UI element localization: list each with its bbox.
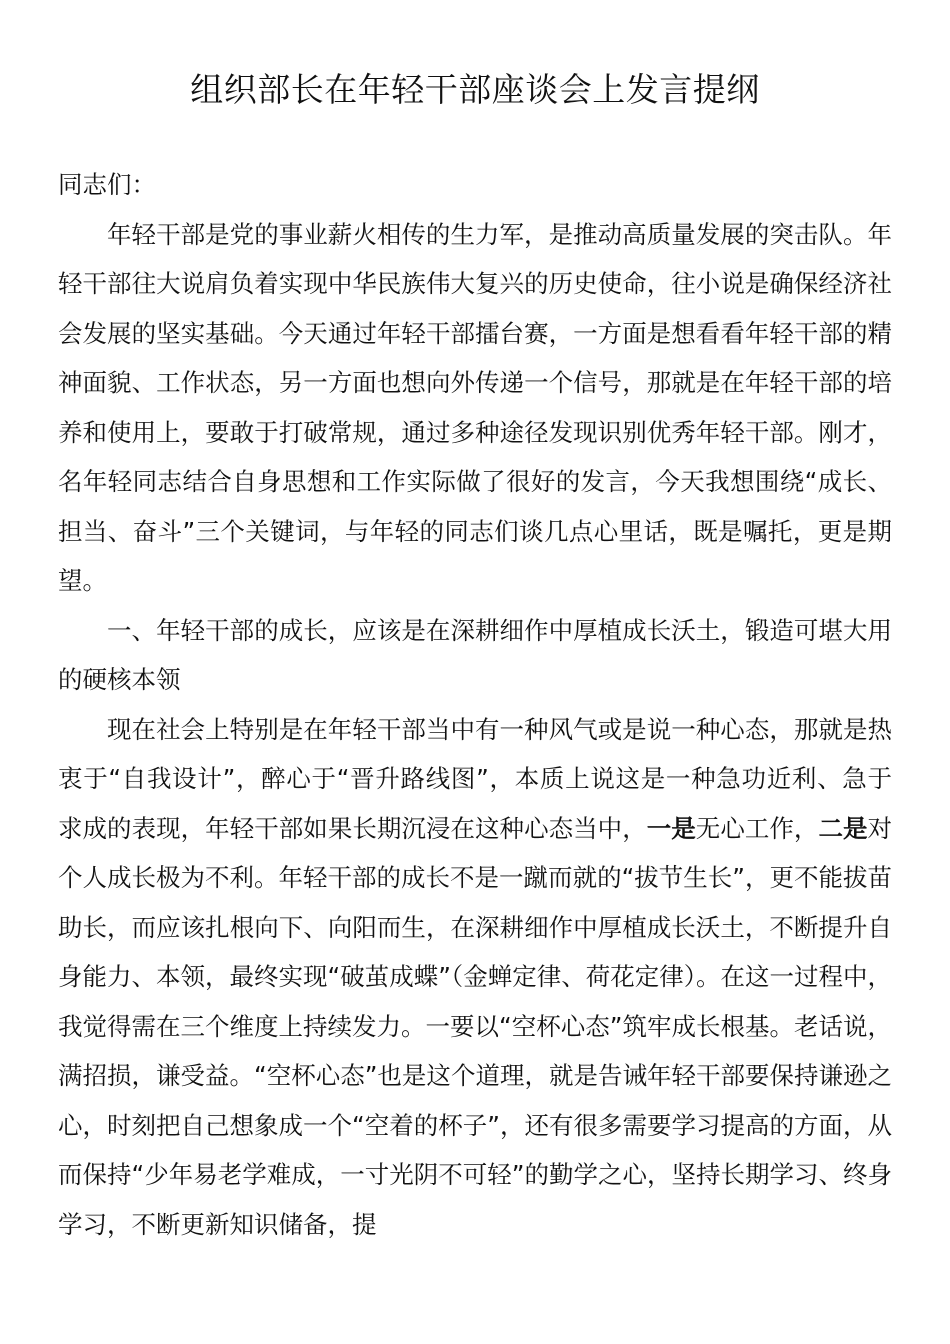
emphasis-first: 一是 <box>646 813 696 843</box>
paragraph-growth-text-2: 无心工作， <box>695 813 819 843</box>
paragraph-growth <box>58 705 892 1250</box>
document-title: 组织部长在年轻干部座谈会上发言提纲 <box>190 70 760 109</box>
salutation: 同志们： <box>58 170 156 199</box>
document-body <box>58 160 892 1249</box>
document-page <box>58 60 892 1249</box>
emphasis-second: 二是 <box>818 813 868 843</box>
section-heading-1: 一、年轻干部的成长，应该是在深耕细作中厚植成长沃土，锻造可堪大用的硬核本领 <box>58 615 892 694</box>
paragraph-growth-text-1: 现在社会上特别是在年轻干部当中有一种风气或是说一种心态，那就是热衷于“自我设计”，醉心于“晋升路线图”，本质上说这是一种急功近利、急于求成的表现，年轻干部如果长期沉浸在这种心态当中， <box>58 714 892 843</box>
paragraph-growth-text-3: 对个人成长极为不利。年轻干部的成长不是一蹴而就的“拔节生长”，更不能拔苗助长，而应该扎根向下、向阳而生，在深耕细作中厚植成长沃土，不断提升自身能力、本领，最终实现“破茧成蝶”（金蝉定律、荷花定律）。在这一过程中，我觉得需在三个维度上持续发力。一要以“空杯心态”筑牢成长根基。老话说，满招损，谦受益。“空杯心态”也是这个道理，就是告诫年轻干部要保持谦逊之心，时刻把自己想象成一个“空着的杯子”，还有很多需要学习提高的方面，从而保持“少年易老学难成，一寸光阴不可轻”的勤学之心，坚持长期学习、终身学习，不断更新知识储备，提 <box>58 813 893 1239</box>
paragraph-intro: 年轻干部是党的事业薪火相传的生力军，是推动高质量发展的突击队。年轻干部往大说肩负着实现中华民族伟大复兴的历史使命，往小说是确保经济社会发展的坚实基础。今天通过年轻干部擂台赛，一方面是想看看年轻干部的精神面貌、工作状态，另一方面也想向外传递一个信号，那就是在年轻干部的培养和使用上，要敢于打破常规，通过多种途径发现识别优秀年轻干部。刚才，名年轻同志结合自身思想和工作实际做了很好的发言，今天我想围绕“成长、担当、奋斗”三个关键词，与年轻的同志们谈几点心里话，既是嘱托，更是期望。 <box>58 219 892 595</box>
